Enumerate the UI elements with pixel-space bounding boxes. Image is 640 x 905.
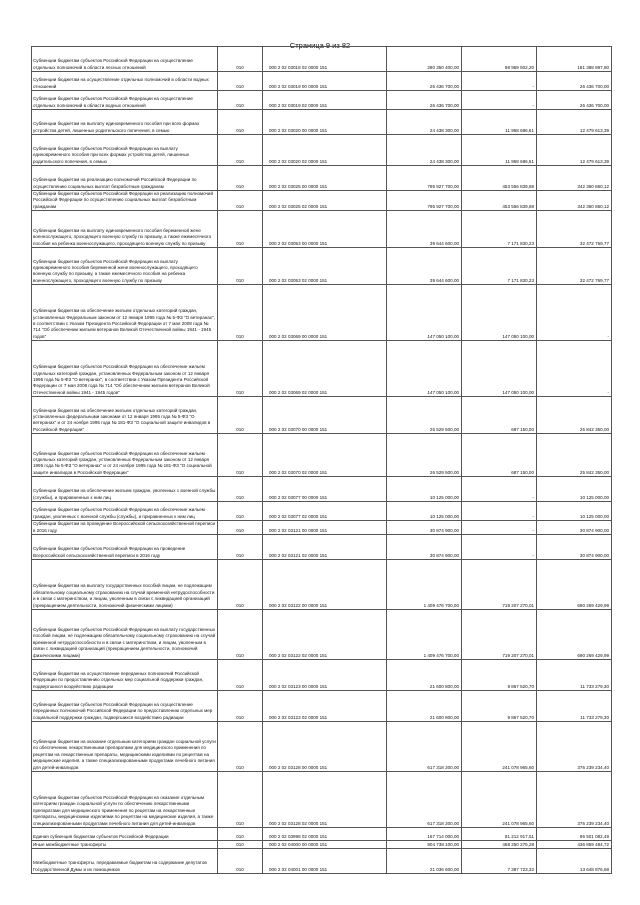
- table-row: [32, 285, 612, 341]
- executed-amount-cell: 11 958 686,61: [462, 135, 537, 166]
- line-code-cell: 010: [218, 341, 263, 397]
- unexecuted-amount-cell: 26 436 700,00: [537, 91, 612, 110]
- executed-amount-cell: -: [462, 477, 537, 502]
- income-name-cell: Субвенции бюджетам на выплату единовременного пособия при всех формах устройства детей, лишенных родительского попечения, в семью: [32, 110, 218, 135]
- income-name-cell: Субвенции бюджетам субъектов Российской Федерации на осуществление отдельных полномочий в области водных отношений: [32, 91, 218, 110]
- income-code-cell: 000 2 02 03122 02 0000 151: [263, 610, 387, 660]
- table-row: [32, 211, 612, 248]
- table-row: [32, 397, 612, 434]
- line-code-cell: 010: [218, 434, 263, 477]
- approved-amount-cell: 24 438 300,00: [387, 110, 462, 135]
- line-code-cell: 010: [218, 191, 263, 211]
- executed-amount-cell: -: [462, 535, 537, 560]
- line-code-cell: 010: [218, 47, 263, 72]
- executed-amount-cell: 468 250 275,28: [462, 841, 537, 849]
- executed-amount-cell: 453 556 839,88: [462, 166, 537, 191]
- unexecuted-amount-cell: -: [537, 341, 612, 397]
- approved-amount-cell: 617 318 200,00: [387, 722, 462, 772]
- approved-amount-cell: 26 436 700,00: [387, 91, 462, 110]
- income-code-cell: 000 2 02 03018 02 0000 151: [263, 47, 387, 72]
- unexecuted-amount-cell: -: [537, 285, 612, 341]
- line-code-cell: 010: [218, 72, 263, 91]
- approved-amount-cell: 39 644 600,00: [387, 248, 462, 285]
- income-code-cell: 000 2 02 04000 00 0000 151: [263, 841, 387, 849]
- unexecuted-amount-cell: 342 360 860,12: [537, 191, 612, 211]
- income-name-cell: Субвенции бюджетам субъектов Российской Федерации на осуществление переданных полномочий Российской Федерации по предоставлению отдельных мер социальной поддержки граждан, подвергшихся воздействию радиации: [32, 691, 218, 722]
- unexecuted-amount-cell: 181 388 897,80: [537, 47, 612, 72]
- executed-amount-cell: 11 958 686,61: [462, 110, 537, 135]
- line-code-cell: 010: [218, 502, 263, 521]
- unexecuted-amount-cell: 26 436 700,00: [537, 72, 612, 91]
- income-name-cell: Субвенции бюджетам субъектов Российской Федерации на проведение Всероссийской сельскохозяйственной переписи в 2016 году: [32, 535, 218, 560]
- page-number-label: Страница 9 из 82: [289, 41, 351, 50]
- income-name-cell: Субвенции бюджетам субъектов Российской Федерации на реализацию полномочий Российской Федерации по осуществлению социальных выплат безработным гражданам: [32, 191, 218, 211]
- table-row: [32, 521, 612, 535]
- unexecuted-amount-cell: 13 648 876,68: [537, 849, 612, 874]
- approved-amount-cell: 26 529 500,00: [387, 434, 462, 477]
- executed-amount-cell: 7 387 723,32: [462, 849, 537, 874]
- executed-amount-cell: 9 867 520,70: [462, 660, 537, 691]
- unexecuted-amount-cell: 32 472 769,77: [537, 248, 612, 285]
- line-code-cell: 010: [218, 841, 263, 849]
- income-code-cell: 000 2 02 03122 00 0000 151: [263, 560, 387, 610]
- table-row: [32, 610, 612, 660]
- line-code-cell: 010: [218, 849, 263, 874]
- line-code-cell: 010: [218, 110, 263, 135]
- line-code-cell: 010: [218, 397, 263, 434]
- income-name-cell: Субвенции бюджетам на обеспечение жильем граждан, уволенных с военной службы (службы), и приравненных к ним лиц: [32, 477, 218, 502]
- approved-amount-cell: 30 874 900,00: [387, 535, 462, 560]
- income-code-cell: 000 2 02 03128 02 0000 151: [263, 772, 387, 828]
- line-code-cell: 010: [218, 535, 263, 560]
- executed-amount-cell: 147 050 100,00: [462, 341, 537, 397]
- executed-amount-cell: 719 207 270,01: [462, 610, 537, 660]
- approved-amount-cell: 10 125 000,00: [387, 502, 462, 521]
- income-code-cell: 000 2 02 03020 00 0000 151: [263, 110, 387, 135]
- income-code-cell: 000 2 02 03070 00 0000 151: [263, 397, 387, 434]
- unexecuted-amount-cell: 30 874 900,00: [537, 521, 612, 535]
- income-name-cell: Субвенции бюджетам на осуществление отдельных полномочий в области водных отношений: [32, 72, 218, 91]
- income-name-cell: Субвенции бюджетам субъектов Российской Федерации на обеспечение жильем граждан, уволенных с военной службы (службы), и приравненных к ним лиц: [32, 502, 218, 521]
- unexecuted-amount-cell: 10 125 000,00: [537, 477, 612, 502]
- income-name-cell: Субвенции бюджетам на выплату государственных пособий лицам, не подлежащим обязательному социальному страхованию на случай временной нетрудоспособности и в связи с материнством, и лицам, уволенным в связи с ликвидацией организаций (прекращением деятельности, полномочий физическими лицами): [32, 560, 218, 610]
- unexecuted-amount-cell: 11 733 279,30: [537, 660, 612, 691]
- income-code-cell: 000 2 02 03069 02 0000 151: [263, 341, 387, 397]
- executed-amount-cell: 98 969 502,20: [462, 47, 537, 72]
- executed-amount-cell: -: [462, 91, 537, 110]
- line-code-cell: 010: [218, 91, 263, 110]
- income-name-cell: Субвенции бюджетам на реализацию полномочий Российской Федерации по осуществлению социальных выплат безработным гражданам: [32, 166, 218, 191]
- income-code-cell: 000 2 02 03025 02 0000 151: [263, 191, 387, 211]
- income-name-cell: Субвенции бюджетам субъектов Российской Федерации на выплату государственных пособий лицам, не подлежащим обязательному социальному страхованию на случай временной нетрудоспособности и в связи с материнством, и лицам, уволенным в связи с ликвидацией организаций (прекращением деятельности, полномочий физическими лицами): [32, 610, 218, 660]
- table-row: [32, 191, 612, 211]
- income-name-cell: Субвенции бюджетам на выплату единовременного пособия беременной жене военнослужащего, проходящего военную службу по призыву, а также ежемесячного пособия на ребенка военнослужащего, проходящего военную службу по призыву: [32, 211, 218, 248]
- income-code-cell: 000 2 02 03077 00 0000 151: [263, 477, 387, 502]
- income-name-cell: Иные межбюджетные трансферты: [32, 841, 218, 849]
- executed-amount-cell: -: [462, 502, 537, 521]
- table-body: [32, 47, 612, 874]
- approved-amount-cell: 26 436 700,00: [387, 72, 462, 91]
- table-row: [32, 560, 612, 610]
- line-code-cell: 010: [218, 211, 263, 248]
- approved-amount-cell: 21 036 600,00: [387, 849, 462, 874]
- line-code-cell: 010: [218, 135, 263, 166]
- table-row: [32, 691, 612, 722]
- line-code-cell: 010: [218, 691, 263, 722]
- income-code-cell: 000 2 02 03123 00 0000 151: [263, 660, 387, 691]
- approved-amount-cell: 795 927 700,00: [387, 166, 462, 191]
- executed-amount-cell: 687 150,00: [462, 434, 537, 477]
- unexecuted-amount-cell: 376 239 234,40: [537, 772, 612, 828]
- unexecuted-amount-cell: 32 472 769,77: [537, 211, 612, 248]
- income-name-cell: Субвенции бюджетам на осуществление переданных полномочий Российской Федерации по предоставлению отдельных мер социальной поддержки граждан, подвергшихся воздействию радиации: [32, 660, 218, 691]
- approved-amount-cell: 21 600 800,00: [387, 660, 462, 691]
- line-code-cell: 010: [218, 828, 263, 841]
- table-row: [32, 849, 612, 874]
- executed-amount-cell: 687 150,00: [462, 397, 537, 434]
- table-row: [32, 772, 612, 828]
- table-row: [32, 341, 612, 397]
- income-code-cell: 000 2 02 03053 02 0000 151: [263, 248, 387, 285]
- approved-amount-cell: 1 409 476 700,00: [387, 610, 462, 660]
- line-code-cell: 010: [218, 772, 263, 828]
- executed-amount-cell: 453 556 839,88: [462, 191, 537, 211]
- income-code-cell: 000 2 02 03070 02 0000 151: [263, 434, 387, 477]
- income-name-cell: Субвенции бюджетам на обеспечение жильем отдельных категорий граждан, установленных Федеральным законом от 12 января 1995 года № 5-ФЗ "О ветеранах", в соответствии с Указом Президента Российской Федерации от 7 мая 2008 года № 714 "Об обеспечении жильем ветеранов Великой Отечественной войны 1941 - 1945 годов": [32, 285, 218, 341]
- executed-amount-cell: 81 212 917,51: [462, 828, 537, 841]
- unexecuted-amount-cell: 10 125 000,00: [537, 502, 612, 521]
- table-row: [32, 660, 612, 691]
- line-code-cell: 010: [218, 248, 263, 285]
- executed-amount-cell: 241 078 965,60: [462, 722, 537, 772]
- income-code-cell: 000 2 02 04001 00 0000 151: [263, 849, 387, 874]
- income-name-cell: Субвенции бюджетам на проведение Всероссийской сельскохозяйственной переписи в 2016 году: [32, 521, 218, 535]
- income-code-cell: 000 2 02 03053 00 0000 151: [263, 211, 387, 248]
- income-code-cell: 000 2 02 03123 02 0000 151: [263, 691, 387, 722]
- income-code-cell: 000 2 02 03121 00 0000 151: [263, 521, 387, 535]
- approved-amount-cell: 24 438 300,00: [387, 135, 462, 166]
- table-row: [32, 47, 612, 72]
- income-code-cell: 000 2 02 03025 00 0000 151: [263, 166, 387, 191]
- table-row: [32, 841, 612, 849]
- unexecuted-amount-cell: 12 479 613,39: [537, 135, 612, 166]
- executed-amount-cell: 9 867 520,70: [462, 691, 537, 722]
- table-row: [32, 434, 612, 477]
- approved-amount-cell: 21 600 800,00: [387, 691, 462, 722]
- income-name-cell: Субвенции бюджетам на оказание отдельным категориям граждан социальной услуги по обеспечению лекарственными препаратами для медицинского применения по рецептам на лекарственные препараты, медицинскими изделиями по рецептам на медицинские изделия, а также специализированными продуктами лечебного питания для детей-инвалидов: [32, 722, 218, 772]
- approved-amount-cell: 10 125 000,00: [387, 477, 462, 502]
- approved-amount-cell: 147 050 100,00: [387, 341, 462, 397]
- income-name-cell: Единая субвенция бюджетам субъектов Российской Федерации: [32, 828, 218, 841]
- unexecuted-amount-cell: 12 479 613,39: [537, 110, 612, 135]
- income-code-cell: 000 2 02 03077 02 0000 151: [263, 502, 387, 521]
- unexecuted-amount-cell: 376 239 234,40: [537, 722, 612, 772]
- income-name-cell: Субвенции бюджетам субъектов Российской Федерации на выплату единовременного пособия при всех формах устройства детей, лишенных родительского попечения, в семью: [32, 135, 218, 166]
- income-name-cell: Субвенции бюджетам на обеспечение жильем отдельных категорий граждан, установленных федеральными законами от 12 января 1995 года № 5-ФЗ "О ветеранах" и от 24 ноября 1995 года № 181-ФЗ "О социальной защите инвалидов в Российской Федерации": [32, 397, 218, 434]
- executed-amount-cell: 241 078 965,60: [462, 772, 537, 828]
- unexecuted-amount-cell: 25 842 350,00: [537, 434, 612, 477]
- income-code-cell: 000 2 02 03998 02 0000 151: [263, 828, 387, 841]
- unexecuted-amount-cell: 86 501 082,49: [537, 828, 612, 841]
- table-row: [32, 91, 612, 110]
- table-row: [32, 477, 612, 502]
- line-code-cell: 010: [218, 722, 263, 772]
- approved-amount-cell: 167 714 000,00: [387, 828, 462, 841]
- approved-amount-cell: 147 050 100,00: [387, 285, 462, 341]
- unexecuted-amount-cell: 436 859 484,72: [537, 841, 612, 849]
- income-name-cell: Субвенции бюджетам субъектов Российской Федерации на осуществление отдельных полномочий в области лесных отношений: [32, 47, 218, 72]
- table-row: [32, 535, 612, 560]
- budget-execution-table: [31, 46, 612, 874]
- executed-amount-cell: -: [462, 521, 537, 535]
- table-row: [32, 828, 612, 841]
- unexecuted-amount-cell: 690 269 429,99: [537, 610, 612, 660]
- income-code-cell: 000 2 02 03128 00 0000 151: [263, 722, 387, 772]
- unexecuted-amount-cell: 30 874 900,00: [537, 535, 612, 560]
- income-name-cell: Субвенции бюджетам субъектов Российской Федерации на обеспечение жильем отдельных категорий граждан, установленных Федеральным законом от 12 января 1995 года № 5-ФЗ "О ветеранах" и от 24 ноября 1995 года № 181-ФЗ "О социальной защите инвалидов в Российской Федерации": [32, 434, 218, 477]
- table-row: [32, 502, 612, 521]
- executed-amount-cell: 7 171 830,23: [462, 211, 537, 248]
- approved-amount-cell: 904 738 100,00: [387, 841, 462, 849]
- income-name-cell: Субвенции бюджетам субъектов Российской Федерации на выплату единовременного пособия беременной жене военнослужащего, проходящего военную службу по призыву, а также ежемесячного пособия на ребенка военнослужащего, проходящего военную службу по призыву: [32, 248, 218, 285]
- table-row: [32, 135, 612, 166]
- unexecuted-amount-cell: 11 733 279,30: [537, 691, 612, 722]
- approved-amount-cell: 26 529 500,00: [387, 397, 462, 434]
- unexecuted-amount-cell: 342 360 860,12: [537, 166, 612, 191]
- income-name-cell: Субвенции бюджетам субъектов Российской Федерации на обеспечение жильем отдельных категорий граждан, установленных Федеральным законом от 12 января 1995 года № 5-ФЗ "О ветеранах", в соответствии с Указом Президента Российской Федерации от 7 мая 2008 года № 714 "Об обеспечении жильем ветеранов Великой Отечественной войны 1941 - 1945 годов": [32, 341, 218, 397]
- approved-amount-cell: 280 350 400,00: [387, 47, 462, 72]
- table-row: [32, 248, 612, 285]
- approved-amount-cell: 1 409 476 700,00: [387, 560, 462, 610]
- table-row: [32, 722, 612, 772]
- line-code-cell: 010: [218, 285, 263, 341]
- line-code-cell: 010: [218, 477, 263, 502]
- unexecuted-amount-cell: 25 842 350,00: [537, 397, 612, 434]
- table-row: [32, 72, 612, 91]
- approved-amount-cell: 30 874 900,00: [387, 521, 462, 535]
- line-code-cell: 010: [218, 660, 263, 691]
- line-code-cell: 010: [218, 610, 263, 660]
- line-code-cell: 010: [218, 521, 263, 535]
- income-name-cell: Межбюджетные трансферты, передаваемые бюджетам на содержание депутатов Государственной Думы и их помощников: [32, 849, 218, 874]
- income-code-cell: 000 2 02 03019 02 0000 151: [263, 91, 387, 110]
- unexecuted-amount-cell: 690 269 429,99: [537, 560, 612, 610]
- line-code-cell: 010: [218, 560, 263, 610]
- income-code-cell: 000 2 02 03069 00 0000 151: [263, 285, 387, 341]
- approved-amount-cell: 617 318 200,00: [387, 772, 462, 828]
- executed-amount-cell: 719 207 270,01: [462, 560, 537, 610]
- income-code-cell: 000 2 02 03020 02 0000 151: [263, 135, 387, 166]
- executed-amount-cell: -: [462, 72, 537, 91]
- table-row: [32, 110, 612, 135]
- income-code-cell: 000 2 02 03019 00 0000 151: [263, 72, 387, 91]
- executed-amount-cell: 147 050 100,00: [462, 285, 537, 341]
- line-code-cell: 010: [218, 166, 263, 191]
- income-code-cell: 000 2 02 03121 02 0000 151: [263, 535, 387, 560]
- executed-amount-cell: 7 171 830,23: [462, 248, 537, 285]
- approved-amount-cell: 795 927 700,00: [387, 191, 462, 211]
- income-name-cell: Субвенции бюджетам субъектов Российской Федерации на оказание отдельным категориям граждан социальной услуги по обеспечению лекарственными препаратами для медицинского применения по рецептам на лекарственные препараты, медицинскими изделиями по рецептам на медицинские изделия, а также специализированными продуктами лечебного питания для детей-инвалидов: [32, 772, 218, 828]
- table-row: [32, 166, 612, 191]
- approved-amount-cell: 39 644 600,00: [387, 211, 462, 248]
